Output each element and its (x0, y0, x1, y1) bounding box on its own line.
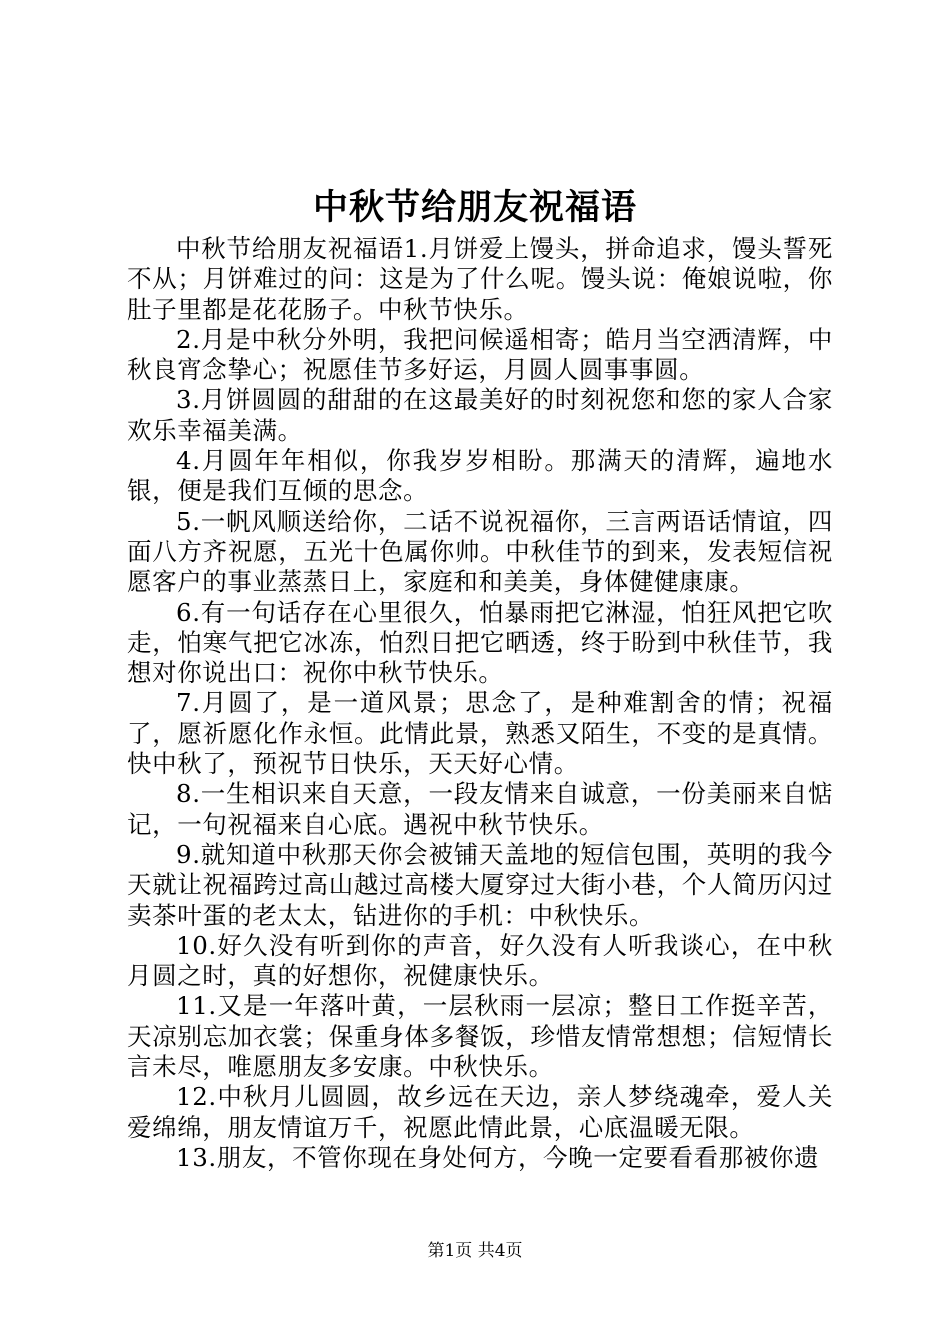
paragraph-1: 中秋节给朋友祝福语1.月饼爱上馒头，拼命追求，馒头誓死不从；月饼难过的问：这是为了什么呢。馒头说：俺娘说啦，你肚子里都是花花肠子。中秋节快乐。 (127, 234, 833, 324)
paragraph-3: 3.月饼圆圆的甜甜的在这最美好的时刻祝您和您的家人合家欢乐幸福美满。 (127, 385, 833, 445)
paragraph-8: 8.一生相识来自天意，一段友情来自诚意，一份美丽来自惦记，一句祝福来自心底。遇祝中秋节快乐。 (127, 779, 833, 839)
paragraph-4: 4.月圆年年相似，你我岁岁相盼。那满天的清辉，遍地水银，便是我们互倾的思念。 (127, 446, 833, 506)
paragraph-13: 13.朋友，不管你现在身处何方，今晚一定要看看那被你遗 (176, 1142, 820, 1172)
paragraph-7: 7.月圆了，是一道风景；思念了，是种难割舍的情；祝福了，愿祈愿化作永恒。此情此景，熟悉又陌生，不变的是真情。快中秋了，预祝节日快乐，天天好心情。 (127, 688, 833, 779)
paragraph-10: 10.好久没有听到你的声音，好久没有人听我谈心，在中秋月圆之时，真的好想你，祝健康快乐。 (127, 930, 833, 991)
page-footer: 第1页 共4页 (427, 1241, 523, 1261)
paragraph-9: 9.就知道中秋那天你会被铺天盖地的短信包围，英明的我今天就让祝福跨过高山越过高楼大厦穿过大街小巷，个人简历闪过卖茶叶蛋的老太太，钻进你的手机：中秋快乐。 (127, 839, 833, 930)
document-body (127, 234, 833, 1173)
paragraph-5: 5.一帆风顺送给你，二话不说祝福你，三言两语话情谊，四面八方齐祝愿，五光十色属你帅。中秋佳节的到来，发表短信祝愿客户的事业蒸蒸日上，家庭和和美美，身体健健康康。 (127, 506, 833, 597)
paragraph-6: 6.有一句话存在心里很久，怕暴雨把它淋湿，怕狂风把它吹走，怕寒气把它冰冻，怕烈日把它晒透，终于盼到中秋佳节，我想对你说出口：祝你中秋节快乐。 (127, 597, 833, 688)
paragraph-12: 12.中秋月儿圆圆，故乡远在天边，亲人梦绕魂牵，爱人关爱绵绵，朋友情谊万千，祝愿此情此景，心底温暖无限。 (127, 1082, 833, 1142)
paragraph-11: 11.又是一年落叶黄，一层秋雨一层凉；整日工作挺辛苦，天凉别忘加衣裳；保重身体多餐饭，珍惜友情常想想；信短情长言未尽，唯愿朋友多安康。中秋快乐。 (127, 991, 833, 1082)
document-title: 中秋节给朋友祝福语 (312, 187, 637, 228)
paragraph-2: 2.月是中秋分外明，我把问候遥相寄；皓月当空洒清辉，中秋良宵念挚心；祝愿佳节多好运，月圆人圆事事圆。 (127, 324, 833, 385)
